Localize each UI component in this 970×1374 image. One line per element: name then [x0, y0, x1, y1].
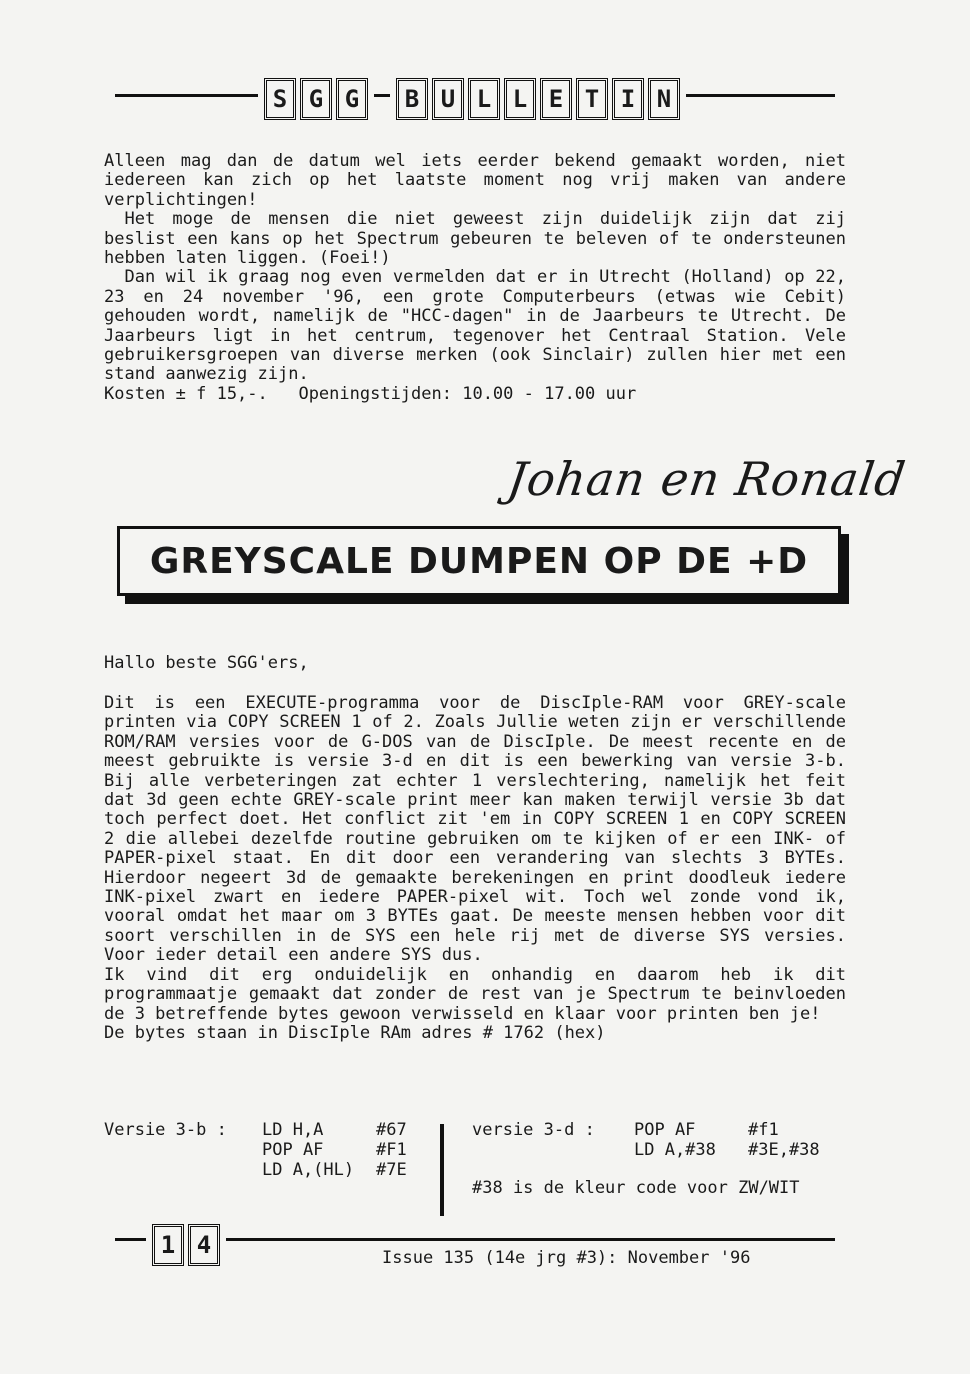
body-paragraph: Ik vind dit erg onduidelijk en onhandig en daarom heb ik dit programmaatje gemaakt dat zonder de rest van je Spectrum te beinvloeden de 3 betreffende bytes gewoon verwisseld en klaar voor printen ben je!	[104, 964, 846, 1024]
greeting: Hallo beste SGG'ers,	[104, 653, 309, 673]
logo-sgg	[258, 78, 374, 120]
logo-letter: T	[576, 78, 608, 120]
version-3d-label: versie 3-d :	[472, 1120, 595, 1140]
intro-paragraph: Alleen mag dan de datum wel iets eerder bekend gemaakt worden, niet iedereen kan zich op het laatste moment nog vrij maken van andere verplichtingen!	[104, 151, 846, 210]
logo-letter: L	[504, 78, 536, 120]
logo-letter: B	[396, 78, 428, 120]
version-3b-op: POP AF	[262, 1140, 324, 1160]
intro-paragraph: Dan wil ik graag nog even vermelden dat er in Utrecht (Holland) op 22, 23 en 24 november '96, een grote Computerbeurs (etwas wie Cebit) gehouden wordt, namelijk de "HCC-dagen" in de Jaarbeurs te Utrecht. De Jaarbeurs ligt in het centrum, tegenover het Centraal Station. Vele gebruikersgroepen van diverse merken (ook Sinclair) zullen hier met een stand aanwezig zijn.	[104, 267, 846, 385]
cost-and-hours: Kosten ± f 15,-. Openingstijden: 10.00 - 17.00 uur	[104, 383, 637, 404]
article-title-box	[117, 526, 841, 596]
article-body	[104, 694, 846, 1043]
version-3d-val: #f1	[748, 1120, 779, 1140]
logo-letter: E	[540, 78, 572, 120]
version-3d-val: #3E,#38	[748, 1140, 820, 1160]
version-3b-op: LD H,A	[262, 1120, 324, 1140]
version-3b-op: LD A,(HL)	[262, 1160, 355, 1180]
logo-letter: I	[612, 78, 644, 120]
table-divider	[440, 1124, 444, 1216]
logo-letter: S	[264, 78, 296, 120]
page-number	[146, 1224, 226, 1266]
intro-paragraph: Het moge de mensen die niet geweest zijn duidelijk zijn dat zij beslist een kans op het Spectrum gebeuren te beleven of te ondersteunen hebben laten liggen. (Foei!)	[104, 209, 846, 269]
body-paragraph: Dit is een EXECUTE-programma voor de DiscIple-RAM voor GREY-scale printen via COPY SCREEN 1 of 2. Zoals Jullie weten zijn er verschillende ROM/RAM versies voor de G-DOS van de DiscIple. De meest recente en de meest gebruikte is versie 3-d en dit is een bewerking van versie 3-b. Bij alle verbeteringen zat echter 1 verslechtering, namelijk het feit dat 3d geen echte GREY-scale print meer kan maken terwijl versie 3b dat toch perfect doet. Het conflict zit 'em in COPY SCREEN 1 en COPY SCREEN 2 die allebei dezelfde routine gebruiken om te kijken of er een INK- of PAPER-pixel staat. En dit door een verandering van slechts 3 BYTEs. Hierdoor negeert 3d de gemaakte berekeningen en print doodleuk iedere INK-pixel zwart en iedere PAPER-pixel wit. Toch wel zonde vond ik, vooral omdat het maar om 3 BYTEs gaat. De meeste mensen hebben voor dit soort verschillen in de SYS een hele rij met de diverse SYS versies. Voor ieder detail een andere SYS dus.	[104, 693, 846, 966]
issue-line: Issue 135 (14e jrg #3): November '96	[382, 1248, 751, 1268]
version-3b-val: #F1	[376, 1140, 407, 1160]
logo-letter: N	[648, 78, 680, 120]
page-digit: 1	[152, 1224, 184, 1266]
colour-code-note: #38 is de kleur code voor ZW/WIT	[472, 1178, 800, 1198]
signature: Johan en Ronald	[504, 452, 910, 506]
version-3b-val: #7E	[376, 1160, 407, 1180]
version-3d-op: POP AF	[634, 1120, 696, 1140]
page-digit: 4	[188, 1224, 220, 1266]
intro-text	[104, 152, 846, 404]
body-paragraph: De bytes staan in DiscIple RAm adres # 1762 (hex)	[104, 1022, 606, 1043]
version-3b-label: Versie 3-b :	[104, 1120, 227, 1140]
logo-bulletin	[390, 78, 686, 120]
logo-letter: G	[300, 78, 332, 120]
article-title: GREYSCALE DUMPEN OP DE +D	[149, 540, 809, 582]
logo-letter: L	[468, 78, 500, 120]
logo-letter: G	[336, 78, 368, 120]
article-greeting	[104, 654, 846, 673]
logo-letter: U	[432, 78, 464, 120]
version-3b-val: #67	[376, 1120, 407, 1140]
version-3d-op: LD A,#38	[634, 1140, 716, 1160]
